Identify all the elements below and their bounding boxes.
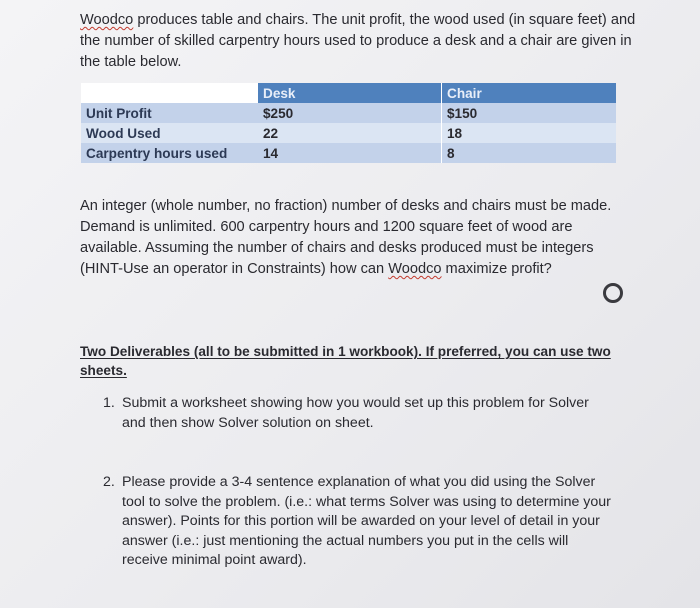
question-text-end: maximize profit? [441,261,552,277]
table-row [81,123,616,143]
deliverables-heading: Two Deliverables (all to be submitted in 1 workbook). If preferred, you can use two sheets. [80,344,611,378]
table-header-cell: Desk [258,83,442,103]
table-header-row [81,83,616,103]
table-row-label: Unit Profit [81,103,258,123]
table-cell: 8 [442,143,617,163]
list-item-text: Please provide a 3-4 sentence explanation of what you did using the Solver tool to solve the problem. (i.e.: what terms Solver was using to determine your answer). Points for this portion will be awarded on your level of detail in your answer (i.e.: just mentioning the actual numbers you put in the cells will receive minimal point award). [122,474,611,568]
list-item [103,394,613,433]
list-item-number: 1. [103,395,115,411]
intro-text: produces table and chairs. The unit profit, the wood used (in square feet) and the number of skilled carpentry hours used to produce a desk and a chair are given in the table below. [80,12,636,70]
table-row-label: Carpentry hours used [81,143,258,163]
list-item [103,473,613,571]
table-cell: $250 [258,103,442,123]
table-cell: 18 [442,123,617,143]
question-paragraph [80,196,620,280]
table-cell: 22 [258,123,442,143]
list-item-number: 2. [103,474,115,490]
company-name: Woodco [388,261,442,277]
radio-circle-icon[interactable] [603,283,623,303]
question-text: An integer (whole number, no fraction) number of desks and chairs must be made. Demand is unlimited. 600 carpentry hours and 1200 square feet of wood are available. Assuming the number of chairs and desks produced must be integers (HINT-Use an operator in Constraints) how can [80,198,612,277]
table-row-label: Wood Used [81,123,258,143]
table-header-cell: Chair [442,83,617,103]
intro-paragraph [80,10,640,73]
table-header-cell [81,83,258,103]
data-table [81,83,616,163]
table-cell: 14 [258,143,442,163]
company-name: Woodco [80,12,134,28]
table-row [81,103,616,123]
list-item-text: Submit a worksheet showing how you would set up this problem for Solver and then show Solver solution on sheet. [122,395,589,431]
table-cell: $150 [442,103,617,123]
table-row [81,143,616,163]
